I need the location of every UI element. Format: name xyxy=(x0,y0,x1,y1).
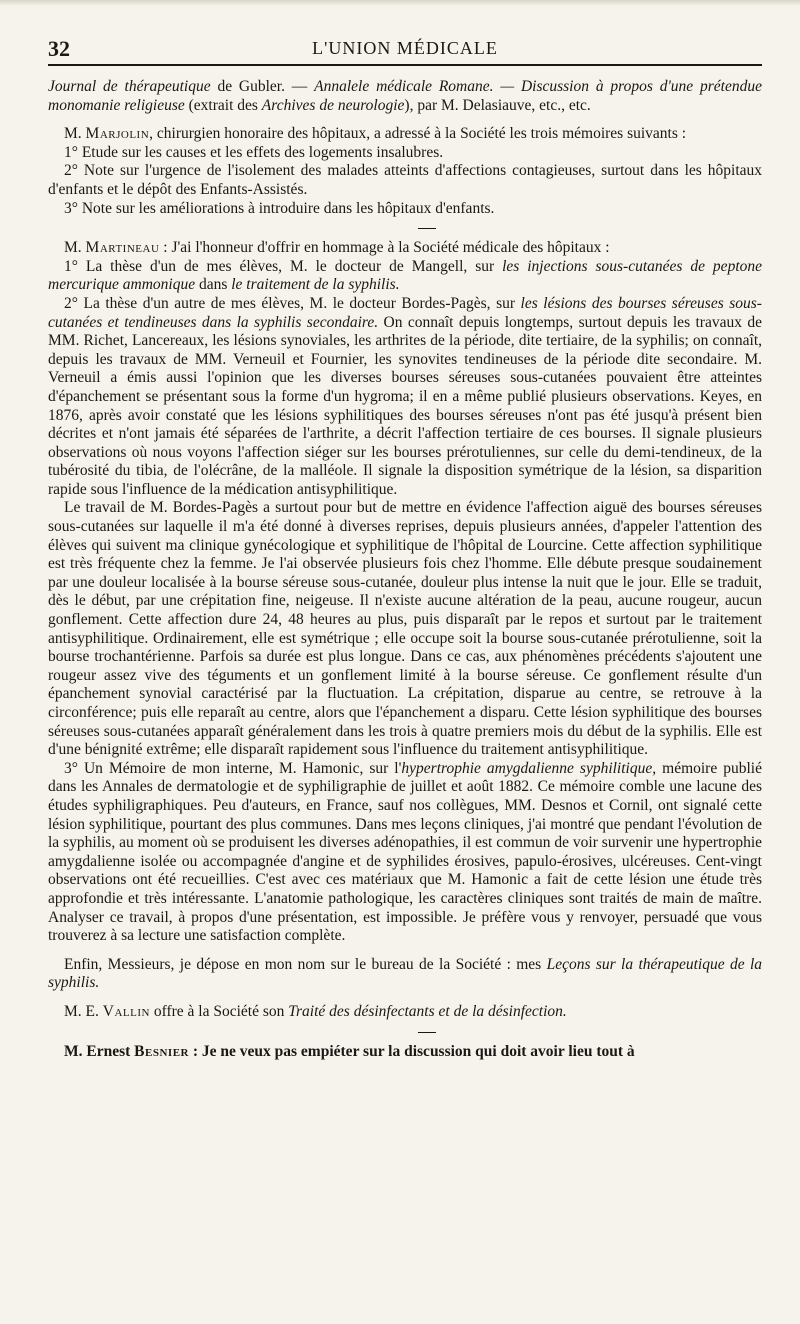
paragraph-bordes-pages: Le travail de M. Bordes-Pagès a surtout pour but de mettre en évidence l'affection aiguë des bourses séreuses sous-cutanées sur laquelle il m'a été donné à diverses reprises, depuis plusieurs années, d'appeler l'attention des élèves qui suivent ma clinique gynécologique et syphilitique de l'hôpital de Lourcine. Cette affection syphilitique est très fréquente chez la femme. Je l'ai observée plusieurs fois chez l'homme. Elle débute presque soudainement par une douleur localisée à la bourse séreuse sous-cutanée, douleur plus intense la nuit que le jour. Elle se traduit, dès le début, par une crépitation fine, neigeuse. Il n'existe aucune altération de la peau, aucune rougeur, aucun gonflement. Cette affection dure 24, 48 heures au plus, puis disparaît par le repos et surtout par le traitement antisyphilitique. Ordinairement, elle est symétrique ; elle occupe soit la bourse sous-cutanée prérotulienne, soit la bourse trochantérienne. Parfois sa durée est plus longue. Dans ce cas, aux phénomènes précédents s'ajoutent une rougeur assez vive des téguments et un gonflement limité à la bourse séreuse. Ce gonflement résulte d'un épanchement synovial caractérisé par la fluctuation. La crépitation, disparue au centre, se retrouve à la circonférence; puis elle reparaît au centre, alors que l'épanchement a disparu. Cette lésion syphilitique des bourses séreuses sous-cutanées apparaît généralement dans les trois à quatre premiers mois du début de la syphilis. Elle est d'une bénignité extrême; elle disparaît rapidement sous l'influence du traitement antisyphilitique. xyxy=(48,499,762,759)
paragraph-martineau: M. Martineau : J'ai l'honneur d'offrir en hommage à la Société médicale des hôpitaux : xyxy=(64,239,610,257)
paragraph-vallin: M. E. Vallin offre à la Société son Traité des désinfectants et de la désinfection. xyxy=(64,1002,567,1020)
paragraph-lecons: Enfin, Messieurs, je dépose en mon nom sur le bureau de la Société : mes Leçons sur la thérapeutique de la syphilis. xyxy=(48,955,763,992)
page-number: 32 xyxy=(48,36,70,61)
page-header xyxy=(48,30,762,66)
page-edge xyxy=(0,0,800,6)
paragraph-journal-list: Journal de thérapeutique de Gubler. — Annalele médicale Romane. — Discussion à propos d'une prétendue monomanie religieuse (extrait des Archives de neurologie), par M. Delasiauve, etc., etc. xyxy=(48,78,762,114)
list-item-3: 3° Note sur les améliorations à introduire dans les hôpitaux d'enfants. xyxy=(64,199,495,217)
list-item-1: 1° Etude sur les causes et les effets des logements insalubres. xyxy=(64,143,444,161)
paragraph-thesis-2: 2° La thèse d'un autre de mes élèves, M. le docteur Bordes-Pagès, sur les lésions des bourses séreuses sous-cutanées et tendineuses dans la syphilis secondaire. On connaît depuis longtemps, surtout depuis les travaux de MM. Richet, Lancereaux, les lésions synoviales, les arthrites de la période, dite tertiaire, de la syphilis; on connaît, depuis les travaux de MM. Verneuil et Fournier, les synovites tendineuses de la période dite secondaire. M. Verneuil a émis aussi l'opinion que les diverses bourses séreuses sous-cutanées pouvaient être atteintes d'épanchement se présentant sous la forme d'un hygroma; il en a même publié plusieurs observations. Keyes, en 1876, après avoir constaté que les lésions syphilitiques des bourses séreuses n'ont pas été jusqu'à présent bien décrites et n'ont jamais été séparées de l'arthrite, a décrit l'affection tertiaire de ces bourses. Il signale plusieurs observations où nous voyons l'affection siéger sur les bourses prérotuliennes, sur celle du demi-tendineux, de la tubérosité du tibia, de l'olécrâne, de la malléole. Il signale la disposition symétrique de la lésion, sa disparition rapide sous l'influence de la médication antisyphilitique. xyxy=(48,294,762,498)
article-body xyxy=(48,78,762,1061)
section-separator xyxy=(418,1032,436,1033)
speaker-name: Vallin xyxy=(102,1002,150,1020)
paragraph-thesis-1: 1° La thèse d'un de mes élèves, M. le docteur de Mangell, sur les injections sous-cutanées de peptone mercurique ammonique dans le traitement de la syphilis. xyxy=(48,257,763,294)
paragraph-hamonic: 3° Un Mémoire de mon interne, M. Hamonic, sur l'hypertrophie amygdalienne syphilitique, mémoire publié dans les Annales de dermatologie et de syphiligraphie de juillet et août 1882. Ce mémoire comble une lacune des études syphiligraphiques. Peu d'auteurs, en France, sauf nos collègues, MM. Desnos et Cornil, ont signalé cette lésion syphilitique, pourtant des plus communes. Dans mes leçons cliniques, j'ai montré que pendant l'évolution de la syphilis, au moment où se produisent les diverses adénopathies, il est commun de voir survenir une hypertrophie amygdalienne isolée ou accompagnée d'angine et de syphilides érosives, papulo-érosives, ulcéreuses. Cent-vingt observations ont été recueillies. C'est avec ces matériaux que M. Hamonic a fait de cette lésion une étude très approfondie et très intéressante. L'anatomie pathologique, les caractères cliniques sont traités de main de maître. Analyser ce travail, à propos d'une présentation, est impossible. Je préfère vous y renvoyer, persuadé que vous trouverez à sa lecture une satisfaction complète. xyxy=(48,759,762,945)
paragraph-marjolin: M. Marjolin, chirurgien honoraire des hôpitaux, a adressé à la Société les trois mémoires suivants : xyxy=(64,125,687,143)
list-item-2: 2° Note sur l'urgence de l'isolement des malades atteints d'affections contagieuses, surtout dans les hôpitaux d'enfants et le dépôt des Enfants-Assistés. xyxy=(48,162,762,198)
section-separator xyxy=(418,228,436,229)
running-title: L'UNION MÉDICALE xyxy=(312,38,498,58)
speaker-name: Martineau xyxy=(85,239,160,257)
paragraph-besnier: M. Ernest Besnier : Je ne veux pas empiéter sur la discussion qui doit avoir lieu tout à xyxy=(64,1042,635,1060)
speaker-name: Marjolin xyxy=(85,125,150,143)
speaker-name: Besnier xyxy=(134,1042,189,1060)
